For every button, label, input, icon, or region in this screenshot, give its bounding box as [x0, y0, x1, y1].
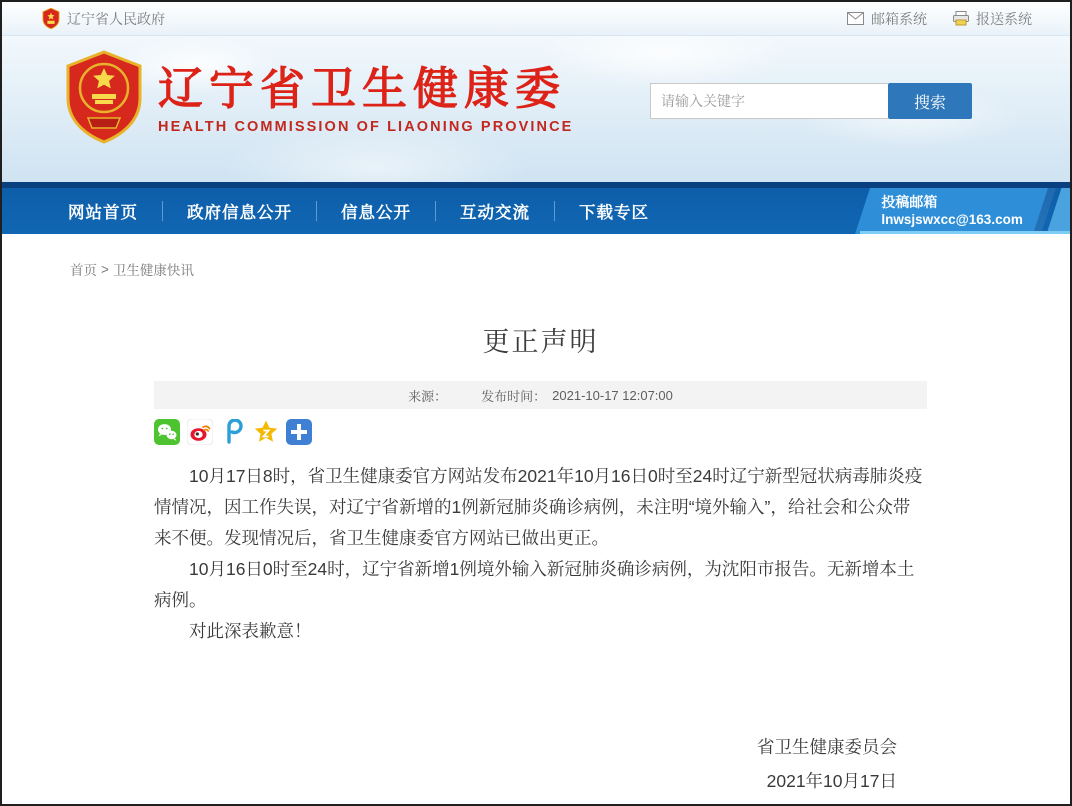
article-paragraph: 对此深表歉意！ — [189, 621, 312, 641]
article-paragraph: 10月17日8时，省卫生健康委官方网站发布2021年10月16日0时至24时辽宁新型冠状病毒肺炎疫情情况，因工作失误，对辽宁省新增的1例新冠肺炎确诊病例，未注明“境外输入”，给社会和公众带来不便。发现情况后，省卫生健康委官方网站已做出更正。 — [154, 466, 923, 548]
signature-block — [154, 730, 927, 798]
mail-system-link[interactable] — [847, 9, 927, 29]
article — [154, 320, 927, 647]
brand-text — [158, 64, 573, 136]
printer-icon — [953, 11, 969, 26]
publish-time-value: 2021-10-17 12:07:00 — [552, 387, 673, 403]
nav-item-interaction[interactable]: 互动交流 — [460, 204, 530, 222]
nav-divider — [162, 201, 163, 221]
more-share-icon[interactable] — [286, 419, 312, 445]
site-subtitle: HEALTH COMMISSION OF LIAONING PROVINCE — [158, 119, 574, 136]
nav-item-info[interactable]: 信息公开 — [341, 204, 411, 222]
article-paragraph: 10月16日0时至24时，辽宁省新增1例境外输入新冠肺炎确诊病例，为沈阳市报告。无新增本土病例。 — [154, 559, 915, 610]
top-utility-bar — [2, 2, 1070, 36]
publish-time-label: 发布时间： — [481, 388, 547, 404]
national-emblem-small-icon — [42, 8, 60, 29]
search-box — [650, 83, 972, 119]
nav-divider — [316, 201, 317, 221]
breadcrumb-separator: > — [101, 261, 109, 277]
signature-date: 2021年10月17日 — [766, 771, 897, 791]
breadcrumb — [70, 259, 194, 279]
nav-items — [66, 188, 651, 234]
main-nav — [2, 182, 1070, 234]
nav-underline — [860, 231, 1070, 234]
mail-system-label: 邮箱系统 — [871, 10, 927, 27]
breadcrumb-home[interactable]: 首页 — [70, 263, 97, 278]
source-label: 来源： — [408, 388, 448, 404]
nav-item-downloads[interactable]: 下载专区 — [579, 204, 649, 222]
breadcrumb-section[interactable]: 卫生健康快讯 — [112, 263, 194, 278]
share-row — [154, 419, 927, 445]
nav-decor-stripe — [1047, 188, 1070, 234]
brand-block[interactable] — [64, 50, 573, 149]
qzone-share-icon[interactable] — [253, 419, 279, 445]
report-system-label: 报送系统 — [976, 10, 1032, 27]
topbar-left — [42, 8, 165, 29]
wechat-share-icon[interactable] — [154, 419, 180, 445]
article-title: 更正声明 — [482, 327, 599, 357]
submission-mailbox[interactable] — [855, 188, 1048, 234]
envelope-icon — [847, 12, 864, 25]
weibo-share-icon[interactable] — [187, 419, 213, 445]
article-body — [154, 461, 927, 647]
nav-divider — [435, 201, 436, 221]
nav-divider — [554, 201, 555, 221]
submission-mailbox-inner — [863, 188, 1041, 229]
report-system-link[interactable] — [953, 9, 1032, 29]
gov-portal-label: 辽宁省人民政府 — [67, 10, 165, 27]
pengyou-share-icon[interactable] — [220, 419, 246, 445]
site-banner — [2, 36, 1070, 182]
site-title: 辽宁省卫生健康委 — [158, 62, 567, 114]
nav-item-home[interactable]: 网站首页 — [68, 204, 138, 222]
national-emblem-icon — [64, 50, 144, 149]
gov-portal-link[interactable] — [42, 8, 165, 29]
signature-org: 省卫生健康委员会 — [757, 737, 897, 757]
mailbox-label: 投稿邮箱 — [881, 194, 938, 210]
search-button[interactable]: 搜索 — [888, 83, 972, 119]
topbar-right — [847, 9, 1032, 29]
search-input[interactable] — [650, 83, 888, 119]
nav-item-gov-info[interactable]: 政府信息公开 — [187, 204, 292, 222]
mailbox-email: lnwsjswxcc@163.com — [881, 212, 1023, 227]
article-meta-bar — [154, 381, 927, 409]
